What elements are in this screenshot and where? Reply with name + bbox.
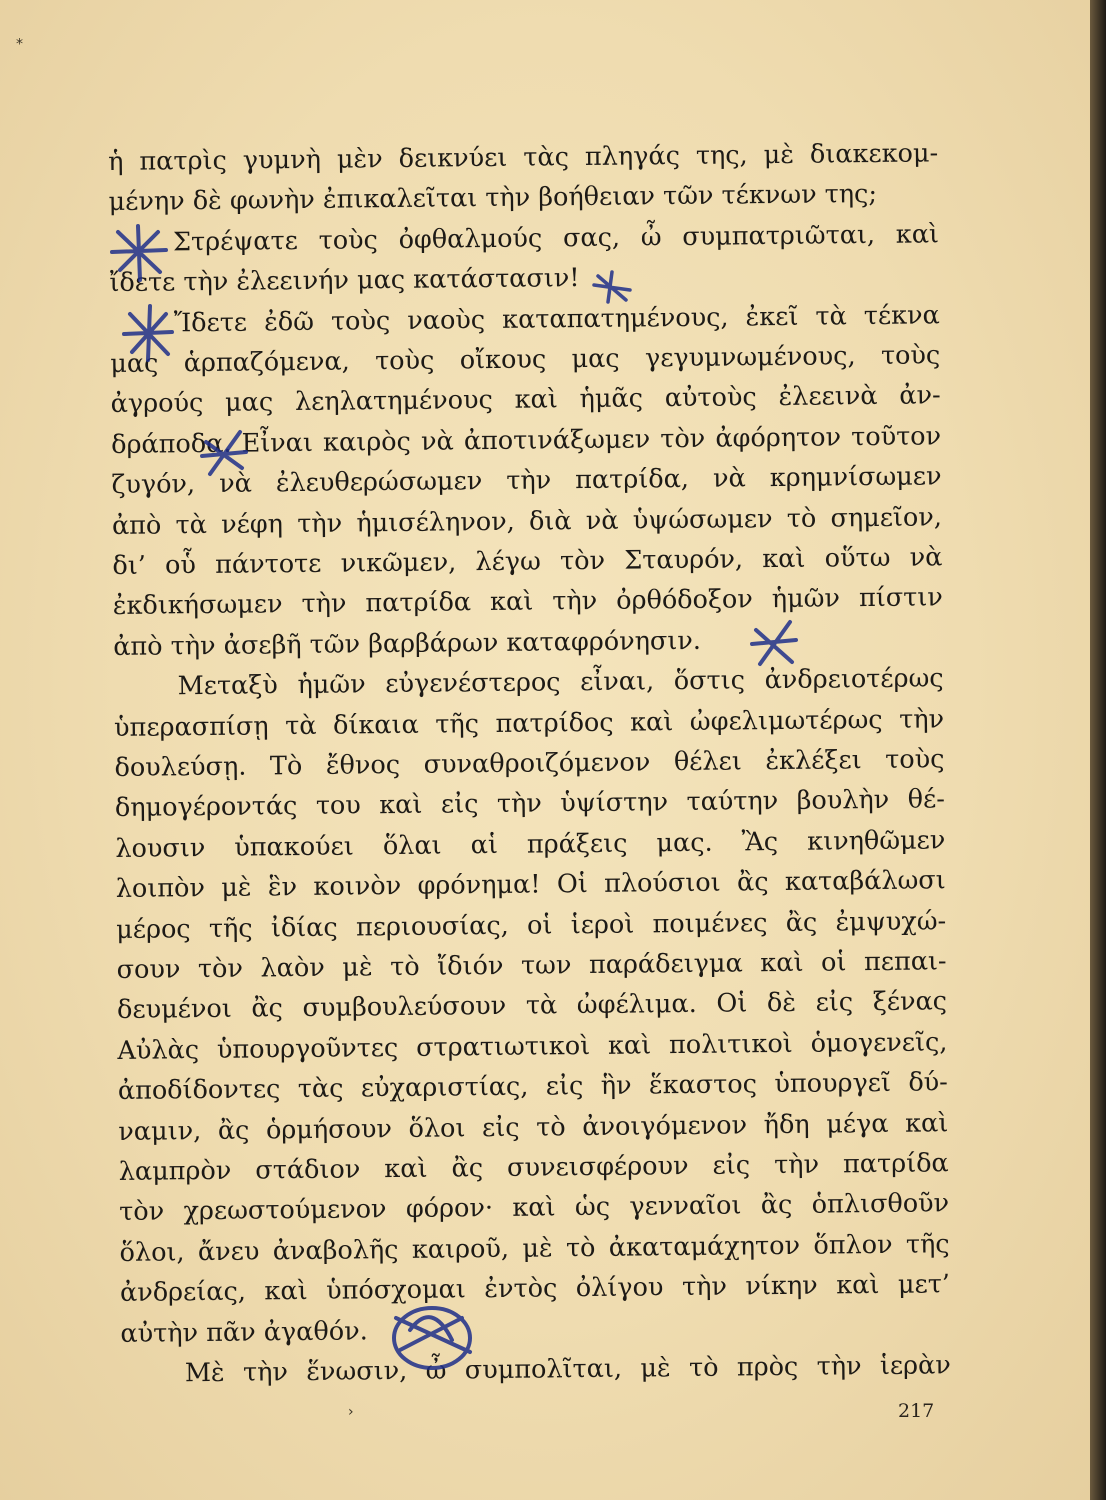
text-line: ναμιν, ἂς ὁρμήσουν ὅλοι εἰς τὸ ἀνοιγόμενον ἤδη μέγα καὶ <box>118 1107 949 1147</box>
text-line: δράποδα. Εἶναι καιρὸς νὰ ἀποτινάξωμεν τὸν ἀφόρητον τοῦτον <box>110 421 942 460</box>
text-line: μέρος τῆς ἰδίας περιουσίας, οἱ ἱεροὶ ποιμένες ἂς ἐμψυχώ- <box>116 905 947 945</box>
text-line: δι’ οὗ πάντοτε νικῶμεν, λέγω τὸν Σταυρόν, καὶ οὕτω νὰ <box>112 542 943 581</box>
text-line: ἀπὸ τὴν ἀσεβῆ τῶν βαρβάρων καταφρόνησιν. <box>113 625 702 662</box>
text-line: αὐτὴν πᾶν ἀγαθόν. <box>120 1315 368 1349</box>
text-line: ἐκδικήσωμεν τὴν πατρίδα καὶ τὴν ὀρθόδοξον ἡμῶν πίστιν <box>112 582 943 622</box>
text-line: δημογέροντάς του καὶ εἰς τὴν ὑψίστην ταύτην βουλὴν θέ- <box>114 784 946 824</box>
text-line: ἀπὸ τὰ νέφη τὴν ἡμισέληνον, διὰ νὰ ὑψώσωμεν τὸ σημεῖον, <box>111 501 943 541</box>
page-edge <box>1090 0 1106 1500</box>
page-number: 217 <box>898 1400 935 1422</box>
text-line: μας ἁρπαζόμενα, τοὺς οἴκους μας γεγυμνωμένους, τοὺς <box>110 340 941 379</box>
text-line: Αὐλὰς ὑπουργοῦντες στρατιωτικοὶ καὶ πολιτικοὶ ὁμογενεῖς, <box>117 1027 948 1066</box>
text-line: μένην δὲ φωνὴν ἐπικαλεῖται τὴν βοήθειαν τῶν τέκνων της; <box>108 179 878 218</box>
margin-speck: ⁎ <box>16 32 23 48</box>
text-line: λουσιν ὑπακούει ὅλαι αἱ πράξεις μας. Ἂς κινηθῶμεν <box>115 825 946 864</box>
text-line: Μὲ τὴν ἕνωσιν, ὦ συμπολῖται, μὲ τὸ πρὸς τὴν ἱερὰν <box>184 1350 951 1389</box>
text-line: ἀνδρείας, καὶ ὑπόσχομαι ἐντὸς ὀλίγου τὴν νίκην καὶ μετ’ <box>119 1269 951 1309</box>
margin-speck: › <box>348 1404 354 1420</box>
text-line: δευμένοι ἂς συμβουλεύσουν τὰ ὠφέλιμα. Οἱ δὲ εἰς ξένας <box>116 986 948 1026</box>
text-line: ὅλοι, ἄνευ ἀναβολῆς καιροῦ, μὲ τὸ ἀκαταμάχητον ὅπλον τῆς <box>119 1229 950 1268</box>
text-line: ἡ πατρὶς γυμνὴ μὲν δεικνύει τὰς πληγάς της, μὲ διακεκομ- <box>108 138 939 177</box>
text-line: δουλεύσῃ. Τὸ ἔθνος συναθροιζόμενον θέλει ἐκλέξει τοὺς <box>114 744 945 783</box>
text-line: Μεταξὺ ἡμῶν εὐγενέστερος εἶναι, ὅστις ἀνδρειοτέρως <box>177 663 944 702</box>
body-text <box>108 137 951 1389</box>
text-line: ζυγόν, νὰ ἐλευθερώσωμεν τὴν πατρίδα, νὰ κρημνίσωμεν <box>111 461 942 501</box>
text-line: ἴδετε τὴν ἐλεεινήν μας κατάστασιν! <box>109 263 580 299</box>
text-line: Ἴδετε ἐδῶ τοὺς ναοὺς καταπατημένους, ἐκεῖ τὰ τέκνα <box>173 299 940 338</box>
text-line: ἀγρούς μας λεηλατημένους καὶ ἡμᾶς αὐτοὺς ἐλεεινὰ ἀν- <box>110 380 941 420</box>
text-line: τὸν χρεωστούμενον φόρον· καὶ ὡς γενναῖοι ἂς ὁπλισθοῦν <box>119 1188 950 1228</box>
text-line: λοιπὸν μὲ ἓν κοινὸν φρόνημα! Οἱ πλούσιοι ἂς καταβάλωσι <box>115 865 946 905</box>
text-line: σουν τὸν λαὸν μὲ τὸ ἴδιόν των παράδειγμα καὶ οἱ πεπαι- <box>116 946 947 985</box>
text-line: λαμπρὸν στάδιον καὶ ἂς συνεισφέρουν εἰς τὴν πατρίδα <box>118 1148 949 1187</box>
text-line: ὑπερασπίσῃ τὰ δίκαια τῆς πατρίδος καὶ ὠφελιμωτέρως τὴν <box>113 703 945 743</box>
text-line: Στρέψατε τοὺς ὀφθαλμούς σας, ὦ συμπατριῶται, καὶ <box>172 219 940 258</box>
text-line: ἀποδίδοντες τὰς εὐχαριστίας, εἰς ἣν ἕκαστος ὑπουργεῖ δύ- <box>117 1067 949 1107</box>
